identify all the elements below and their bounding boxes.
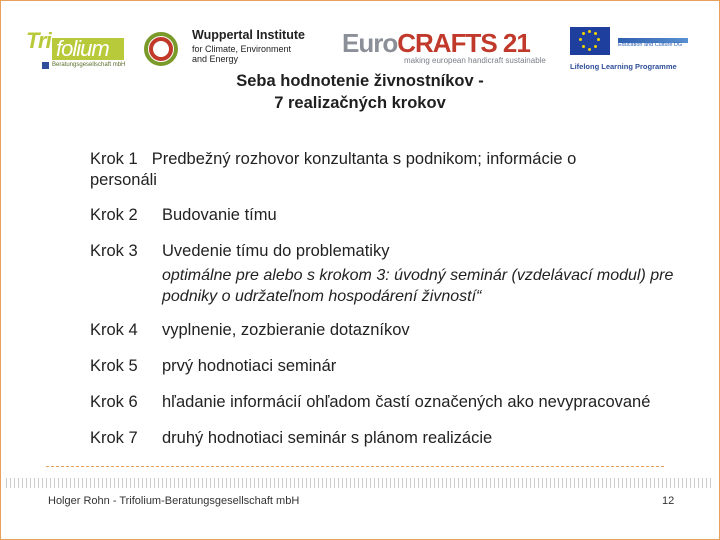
education-culture-text: Education and Culture DG (618, 42, 683, 48)
lifelong-learning-label: Lifelong Learning Programme (570, 62, 677, 71)
wuppertal-subtitle-line1: for Climate, Environment (192, 44, 292, 54)
eurocrafts-wordmark (342, 28, 530, 59)
slide-title (160, 70, 560, 114)
step-6-label: Krok 6 (90, 393, 138, 411)
step-1 (90, 149, 710, 191)
step-6-text: hľadanie informácií ohľadom častí označených ako nevypracované (162, 393, 651, 411)
wuppertal-inner-ring-icon (149, 37, 173, 61)
footer-decorative-bar (6, 478, 712, 488)
wuppertal-subtitle (192, 44, 342, 64)
step-2-text: Budovanie tímu (162, 206, 277, 224)
wuppertal-title: Wuppertal Institute (192, 28, 305, 42)
education-culture-logo (618, 38, 688, 50)
step-3-label: Krok 3 (90, 242, 138, 260)
page-number: 12 (662, 495, 675, 507)
step-7-label: Krok 7 (90, 429, 138, 447)
trifolium-logo-folium: folium (56, 36, 109, 61)
step-3-detail: optimálne pre alebo s krokom 3: úvodný seminár (vzdelávací modul) pre podniky o udržateľnom hospodárení živností“ (162, 267, 674, 305)
footer-divider (46, 466, 664, 467)
step-7-text: druhý hodnotiaci seminár s plánom realizácie (162, 429, 493, 447)
trifolium-logo-square (42, 62, 49, 69)
footer-author: Holger Rohn - Trifolium-Beratungsgesellschaft mbH (48, 495, 300, 507)
step-2-label: Krok 2 (90, 206, 138, 224)
step-5-label: Krok 5 (90, 357, 138, 375)
step-3-text: Uvedenie tímu do problematiky (162, 242, 390, 260)
step-5-text: prvý hodnotiaci seminár (162, 357, 337, 375)
eurocrafts-subtitle: making european handicraft sustainable (404, 56, 546, 65)
eurocrafts-crafts: CRAFTS 21 (397, 28, 530, 58)
slide-title-line2: 7 realizačných krokov (274, 94, 446, 112)
slide-title-line1: Seba hodnotenie živnostníkov - (236, 72, 484, 90)
eu-flag-icon (570, 27, 610, 55)
trifolium-logo-subtitle: Beratungsgesellschaft mbH (52, 62, 126, 68)
step-4-text: vyplnenie, zozbieranie dotazníkov (162, 321, 410, 339)
step-1-label: Krok 1 (90, 150, 138, 168)
eurocrafts-euro: Euro (342, 28, 398, 58)
step-1-text: Predbežný rozhovor konzultanta s podnikom; informácie o (151, 150, 577, 168)
trifolium-logo (22, 26, 132, 70)
step-1-text-continued: personáli (90, 171, 157, 189)
wuppertal-subtitle-line2: and Energy (192, 54, 239, 64)
trifolium-logo-tri: Tri (26, 28, 51, 53)
step-4-label: Krok 4 (90, 321, 138, 339)
wuppertal-logo (142, 28, 332, 72)
eurocrafts-logo (342, 28, 557, 68)
